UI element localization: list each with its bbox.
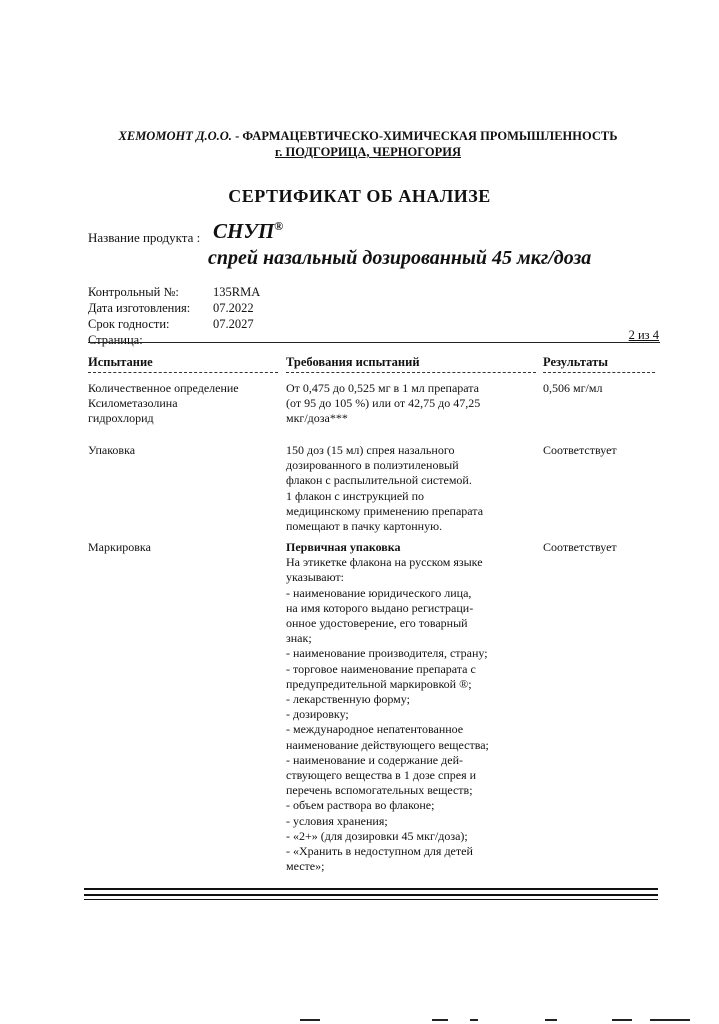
company-description: - ФАРМАЦЕВТИЧЕСКО-ХИМИЧЕСКАЯ ПРОМЫШЛЕННОСТЬ: [231, 129, 618, 143]
requirement-line: наименование действующего вещества;: [286, 737, 489, 752]
requirement-line: - наименование и содержание дей-: [286, 752, 463, 767]
scan-artifact: [470, 1019, 478, 1021]
table-row-labeling-test: Маркировка: [88, 540, 151, 554]
footer-rule: [84, 888, 658, 890]
requirement-line: месте»;: [286, 859, 325, 874]
footer-rule: [84, 894, 658, 896]
header-underline: [543, 372, 655, 373]
product-name-text: СНУП: [213, 219, 275, 243]
company-city: г. ПОДГОРИЦА, ЧЕРНОГОРИЯ: [274, 145, 461, 159]
requirement-line: на имя которого выдано регистраци-: [286, 600, 474, 615]
page-label: Страница:: [88, 333, 143, 347]
requirement-line: - «2+» (для дозировки 45 мкг/доза);: [286, 828, 468, 843]
registered-mark: ®: [274, 219, 284, 233]
test-line: гидрохлорид: [88, 411, 154, 426]
page-number: 2 из 4: [628, 328, 659, 342]
requirement-line: - торговое наименование препарата с: [286, 661, 476, 676]
requirement-line: От 0,475 до 0,525 мг в 1 мл препарата: [286, 381, 480, 395]
table-row-assay-test: [88, 381, 278, 427]
document-title: СЕРТИФИКАТ ОБ АНАЛИЗЕ: [228, 186, 491, 206]
header-results: Результаты: [543, 355, 608, 369]
requirement-line: (от 95 до 105 %) или от 42,75 до 47,25: [286, 396, 481, 411]
product-description: спрей назальный дозированный 45 мкг/доза: [208, 247, 592, 269]
requirement-line: На этикетке флакона на русском языке: [286, 555, 483, 570]
table-row-labeling-requirement: [286, 540, 536, 874]
requirement-line: - условия хранения;: [286, 813, 388, 828]
requirement-line: дозированного в полиэтиленовый: [286, 458, 459, 473]
company-name: ХЕМОМОНТ Д.О.О.: [118, 129, 232, 143]
test-line: Ксилометазолина: [88, 396, 178, 411]
table-row-labeling-result: Соответствует: [543, 540, 617, 554]
requirement-line: - наименование юридического лица,: [286, 585, 472, 600]
requirement-line: предупредительной маркировкой ®;: [286, 676, 472, 691]
header-underline: [286, 372, 536, 373]
scan-artifact: [612, 1019, 632, 1021]
footer-rule: [84, 899, 658, 900]
requirement-line: - объем раствора во флаконе;: [286, 798, 435, 813]
requirement-line: флакон с распылительной системой.: [286, 473, 472, 488]
header-test: Испытание: [88, 355, 153, 369]
scan-artifact: [650, 1019, 690, 1021]
expiry-label: Срок годности:: [88, 317, 170, 331]
requirement-line: - наименование производителя, страну;: [286, 646, 488, 661]
control-value: 135RMA: [213, 285, 261, 299]
expiry-value: 07.2027: [213, 317, 254, 331]
requirement-line: медицинскому применению препарата: [286, 503, 484, 518]
table-row-packaging-result: Соответствует: [543, 443, 617, 457]
table-row-packaging-requirement: [286, 443, 536, 534]
company-header: [88, 128, 648, 160]
requirement-line: знак;: [286, 631, 312, 646]
requirement-line: помещают в пачку картонную.: [286, 519, 443, 534]
requirement-line: - международное непатентованное: [286, 722, 464, 737]
manufacture-value: 07.2022: [213, 301, 254, 315]
header-underline: [88, 372, 278, 373]
product-name: [213, 219, 283, 244]
requirement-line: перечень вспомогательных веществ;: [286, 783, 473, 798]
requirement-line: - дозировку;: [286, 707, 349, 722]
header-requirements: Требования испытаний: [286, 355, 420, 369]
requirement-line: - «Хранить в недоступном для детей: [286, 844, 473, 859]
table-row-assay-requirement: [286, 381, 536, 427]
requirement-heading: Первичная упаковка: [286, 540, 401, 554]
requirement-line: - лекарственную форму;: [286, 692, 410, 707]
requirement-line: онное удостоверение, его товарный: [286, 616, 468, 631]
scan-artifact: [545, 1019, 557, 1021]
requirement-line: ствующего вещества в 1 дозе спрея и: [286, 768, 477, 783]
control-label: Контрольный №:: [88, 285, 179, 299]
table-row-packaging-test: Упаковка: [88, 443, 136, 457]
scan-artifact: [432, 1019, 448, 1021]
requirement-line: 1 флакон с инструкцией по: [286, 488, 425, 503]
table-row-assay-result: 0,506 мг/мл: [543, 381, 603, 395]
test-line: Количественное определение: [88, 381, 239, 395]
requirement-line: указывают:: [286, 570, 344, 585]
product-label: Название продукта :: [88, 230, 201, 245]
page-divider: [88, 342, 660, 343]
requirement-line: мкг/доза***: [286, 411, 348, 426]
scan-artifact: [300, 1019, 320, 1021]
requirement-line: 150 доз (15 мл) спрея назального: [286, 443, 455, 457]
manufacture-label: Дата изготовления:: [88, 301, 191, 315]
